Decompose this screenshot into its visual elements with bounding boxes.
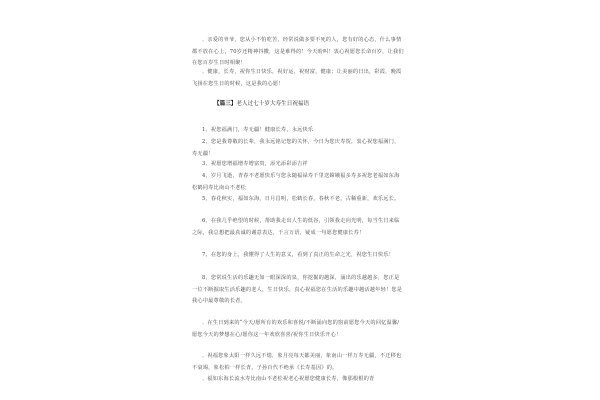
list-item-9-text: 、在生日到来的“今天/愿所有的欢乐和喜悦/不断涌向您的窗前愿您今天的回忆温馨/愿您今天的梦想在心/愿你这一年欢欣喜喜/祝你生日快乐开心！ [192, 320, 400, 338]
list-item-4-text: 4、岁月飞逝，青春不老愿快乐与您永随福禄寿千里送嫦娥福多寿多祝您老福如东海松鹤同寿比南山不老松 [192, 173, 400, 191]
list-item-2 [192, 137, 404, 160]
list-item-10 [192, 351, 404, 374]
upper-paragraph-1-text: 、亲爱的爷爷，您从小不怕吃苦，经常说做多要不死的人，您有好的心态，什么事情都不放在心上，70岁还精神抖擞，这是难得的！今天盼叫！衷心祝愿您长命百岁，让我们在您百岁生日时相聚！ [192, 37, 404, 66]
list-item-6 [192, 216, 404, 239]
list-item-8-text: 8、您常说生活的乐趣无如一眼深深的泉，你挖掘的越深，涌出的乐越越多，您正是一位不断掘取生活乐趣的老人，生日快乐，真心祝福您在生活的乐趣中越活越年轻！您是我心中最尊敬的长者。 [192, 275, 403, 304]
section-heading-text: 老人过七十岁大寿生日祝福语 [236, 101, 310, 107]
list-item-7-text: 7、在您的身上，我懂得了人生的意义，看到了真正的生命之光，祝您生日快乐！ [202, 252, 395, 258]
list-item-9 [192, 318, 404, 341]
section-heading [214, 99, 309, 109]
list-item-1-text: 1、祝您福满门，寿无疆！健康长寿，永远快乐 [202, 127, 314, 133]
section-heading-bracket: 【篇三】 [214, 101, 237, 107]
list-item-5 [192, 194, 404, 206]
list-item-6-text: 6、在我几乎绝望的时候，帮助我走出人生的低谷，引领我走向光明，每当生日来临之际，我总想把最真诚的谢意表达，千言万语，疑成一句愿您健康长寿！ [192, 218, 400, 236]
list-item-7 [192, 250, 404, 262]
list-item-11 [192, 374, 404, 386]
list-item-11-text: 、福如东海长流水寿比南山不老松祝老心祝愿您健康长寿，像那根根的青 [202, 376, 375, 382]
list-item-4 [192, 171, 404, 194]
upper-paragraph-2-text: 、健康，长寿，祝你生日快乐，祝好运，祝财富，健康；让美丽的日出，彩霞，晚霞飞扬在您生日的时候，这是我的心愿！ [192, 69, 402, 87]
upper-paragraph-2 [192, 67, 404, 90]
list-item-10-text: 、祝福您象太阳一样久远不熄，象月亮每天都美丽，象南山一样万寿无疆，不迁移也不衰竭，象松柏一样长青，子孙百代不绝承《长寿基因》的。 [192, 353, 402, 371]
list-item-2-text: 2、您是我尊敬的长辈，我永远铭记您的关怀，今日为您庆寿贺，衷心祝您福满门，寿无疆！ [192, 139, 400, 157]
list-item-3-text: 3、祝愿您增福增寿增富贵，添光添彩添吉祥 [202, 161, 308, 167]
upper-paragraph-1 [192, 35, 404, 70]
list-item-8 [192, 273, 404, 308]
list-item-5-text: 5、春花秋实，福如东海，日月昌明，松鹤长春，春秋不老，古稀重新，欢乐远长。 [202, 196, 400, 202]
list-item-1 [192, 125, 404, 137]
list-item-3 [192, 159, 404, 171]
